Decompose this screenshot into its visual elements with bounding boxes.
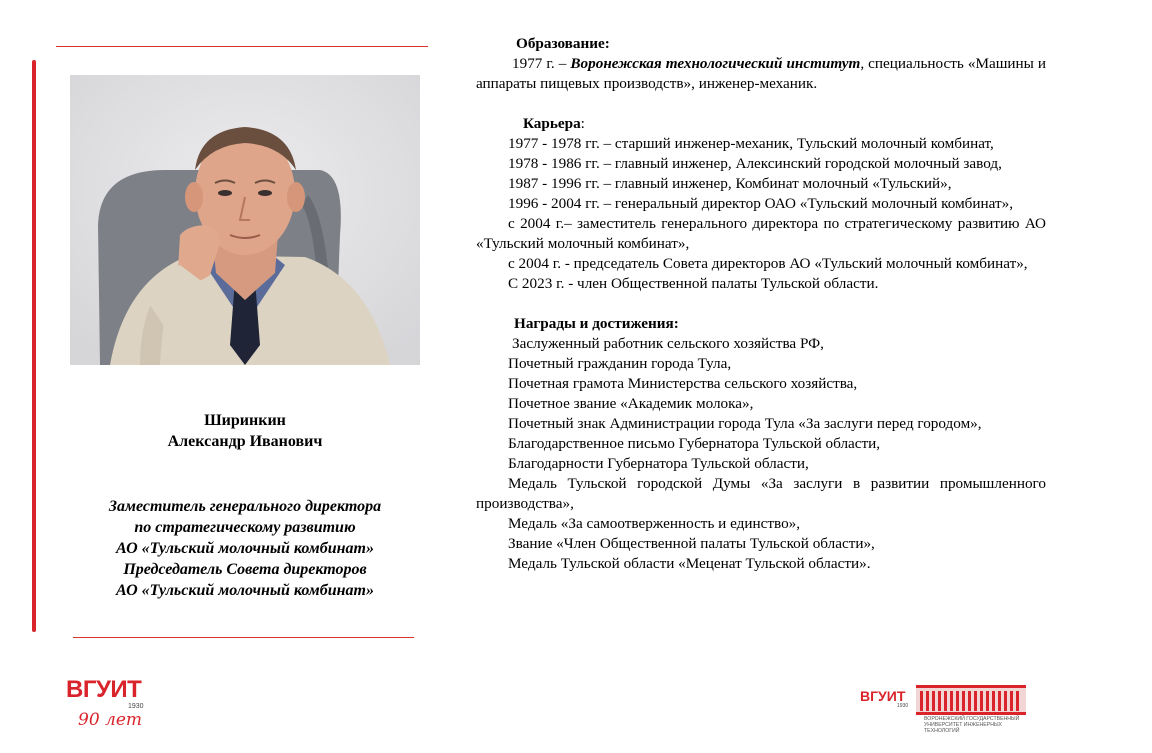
career-item: с 2004 г. - председатель Совета директоров АО «Тульский молочный комбинат»,	[508, 255, 1028, 272]
position-line: Заместитель генерального директора	[108, 498, 382, 515]
vguit-university-logo	[860, 683, 1030, 738]
position-line: АО «Тульский молочный комбинат»	[116, 540, 374, 557]
education-details: , специальность «Машины и аппараты пищевых производств», инженер-механик.	[476, 55, 1047, 92]
biography	[476, 34, 1046, 574]
career-item: 1977 - 1978 гг. – старший инженер-механик, Тульский молочный комбинат,	[508, 135, 994, 152]
career-item: С 2023 г. - член Общественной палаты Тульской области.	[508, 275, 879, 292]
logo-name: ВГУИТ	[860, 688, 906, 704]
career-heading: Карьера:	[523, 115, 585, 132]
logo-year: 1930	[897, 703, 909, 709]
position-line: Председатель Совета директоров	[123, 561, 367, 578]
logo-year: 1930	[128, 703, 144, 710]
award-item: Почетный знак Администрации города Тула «За заслуги перед городом»,	[508, 415, 982, 432]
portrait-photo	[70, 75, 420, 365]
career-item: 1987 - 1996 гг. – главный инженер, Комбинат молочный «Тульский»,	[508, 175, 952, 192]
awards-heading: Награды и достижения:	[514, 315, 679, 332]
logo-name: ВГУИТ	[66, 676, 142, 703]
position-line: АО «Тульский молочный комбинат»	[116, 582, 374, 599]
award-item: Благодарности Губернатора Тульской области,	[508, 455, 809, 472]
person-position	[70, 496, 420, 601]
career-item: с 2004 г.– заместитель генерального директора по стратегическому развитию АО «Тульский молочный комбинат»,	[476, 215, 1046, 252]
education-heading: Образование:	[516, 35, 610, 52]
award-item: Медаль Тульской городской Думы «За заслуги в развитии промышленного производства»,	[476, 475, 1046, 512]
award-item: Медаль Тульской области «Меценат Тульской области».	[508, 555, 871, 572]
award-item: Медаль «За самоотверженность и единство»,	[508, 515, 801, 532]
person-name	[70, 410, 420, 452]
career-item: 1978 - 1986 гг. – главный инженер, Алексинский городской молочный завод,	[508, 155, 1002, 172]
top-divider	[56, 46, 428, 47]
university-name: ВОРОНЕЖСКИЙ ГОСУДАРСТВЕННЫЙ УНИВЕРСИТЕТ ИНЖЕНЕРНЫХ ТЕХНОЛОГИЙ	[924, 716, 1020, 734]
award-item: Благодарственное письмо Губернатора Тульской области,	[508, 435, 881, 452]
logo-anniversary: 90 лет	[78, 710, 143, 730]
award-item: Почетное звание «Академик молока»,	[508, 395, 754, 412]
education-text	[476, 54, 1046, 94]
left-accent-bar	[32, 60, 36, 632]
award-item: Звание «Член Общественной палаты Тульской области»,	[508, 535, 875, 552]
vguit-anniversary-logo	[66, 677, 166, 737]
bottom-divider	[73, 637, 414, 638]
award-item: Почетная грамота Министерства сельского хозяйства,	[508, 375, 858, 392]
person-given-names: Александр Иванович	[167, 433, 323, 450]
education-year: 1977 г. –	[512, 55, 567, 72]
position-line: по стратегическому развитию	[134, 519, 356, 536]
education-institution: Воронежская технологический институт	[570, 55, 861, 72]
person-surname: Ширинкин	[204, 412, 286, 429]
university-building-icon	[916, 683, 1026, 717]
award-item: Почетный гражданин города Тула,	[508, 355, 732, 372]
award-item: Заслуженный работник сельского хозяйства РФ,	[512, 335, 824, 352]
career-item: 1996 - 2004 гг. – генеральный директор ОАО «Тульский молочный комбинат»,	[508, 195, 1014, 212]
